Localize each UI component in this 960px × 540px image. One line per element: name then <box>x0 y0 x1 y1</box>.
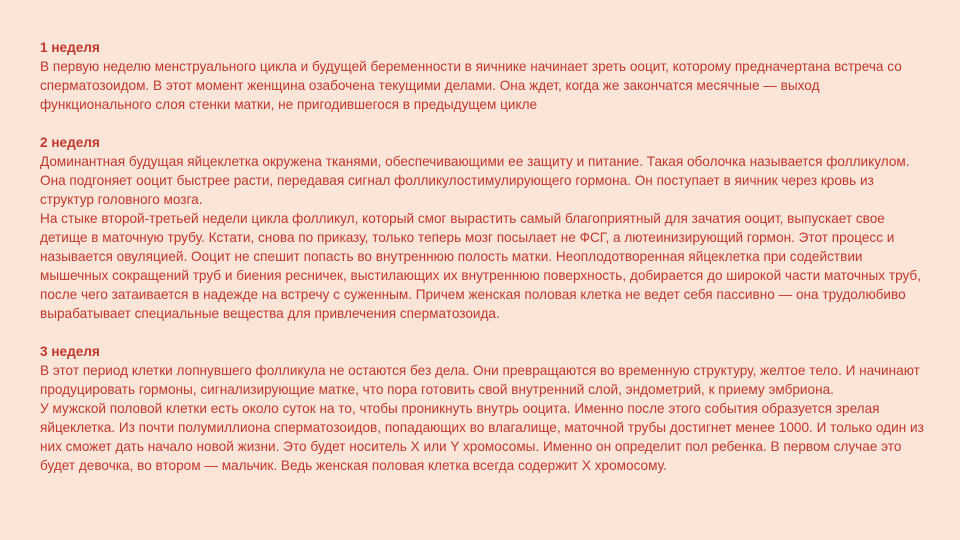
section-week-3 <box>40 342 930 475</box>
section-week-1 <box>40 38 930 114</box>
week-2-paragraph-2: На стыке второй-третьей недели цикла фолликул, который смог вырастить самый благоприятный для зачатия ооцит, выпускает свое детище в маточную трубу. Кстати, снова по приказу, только теперь мозг посылает не ФСГ, а лютеинизирующий гормон. Этот процесс и называется овуляцией. Ооцит не спешит попасть во внутреннюю полость матки. Неоплодотворенная яйцеклетка при содействии мышечных сокращений труб и биения ресничек, выстилающих их внутреннюю поверхность, добирается до широкой части маточных труб, после чего затаивается в надежде на встречу с суженным. Причем женская половая клетка не ведет себя пассивно — она трудолюбиво вырабатывает специальные вещества для привлечения сперматозоида. <box>40 211 921 321</box>
week-1-paragraph-1: В первую неделю менструального цикла и будущей беременности в яичнике начинает зреть ооцит, которому предначертана встреча со сперматозоидом. В этот момент женщина озабочена текущими делами. Она ждет, когда же закончатся месячные — выход функционального слоя стенки матки, не пригодившегося в предыдущем цикле <box>40 59 902 112</box>
week-2-title: 2 неделя <box>40 135 100 150</box>
section-week-2 <box>40 133 930 323</box>
week-2-paragraph-1: Доминантная будущая яйцеклетка окружена тканями, обеспечивающими ее защиту и питание. Такая оболочка называется фолликулом. Она подгоняет ооцит быстрее расти, передавая сигнал фолликулостимулирующего гормона. Он поступает в яичник через кровь из структур головного мозга. <box>40 154 910 207</box>
week-1-title: 1 неделя <box>40 40 100 55</box>
week-3-paragraph-1: В этот период клетки лопнувшего фолликула не остаются без дела. Они превращаются во временную структуру, желтое тело. И начинают продуцировать гормоны, сигнализирующие матке, что пора готовить свой внутренний слой, эндометрий, к приему эмбриона. <box>40 363 920 397</box>
week-3-paragraph-2: У мужской половой клетки есть около суток на то, чтобы проникнуть внутрь ооцита. Именно после этого события образуется зрелая яйцеклетка. Из почти полумиллиона сперматозоидов, попадающих во влагалище, маточной трубы достигнет менее 1000. И только один из них сможет дать начало новой жизни. Это будет носитель X или Y хромосомы. Именно он определит пол ребенка. В первом случае это будет девочка, во втором — мальчик. Ведь женская половая клетка всегда содержит X хромосому. <box>40 401 924 473</box>
week-3-title: 3 неделя <box>40 344 100 359</box>
